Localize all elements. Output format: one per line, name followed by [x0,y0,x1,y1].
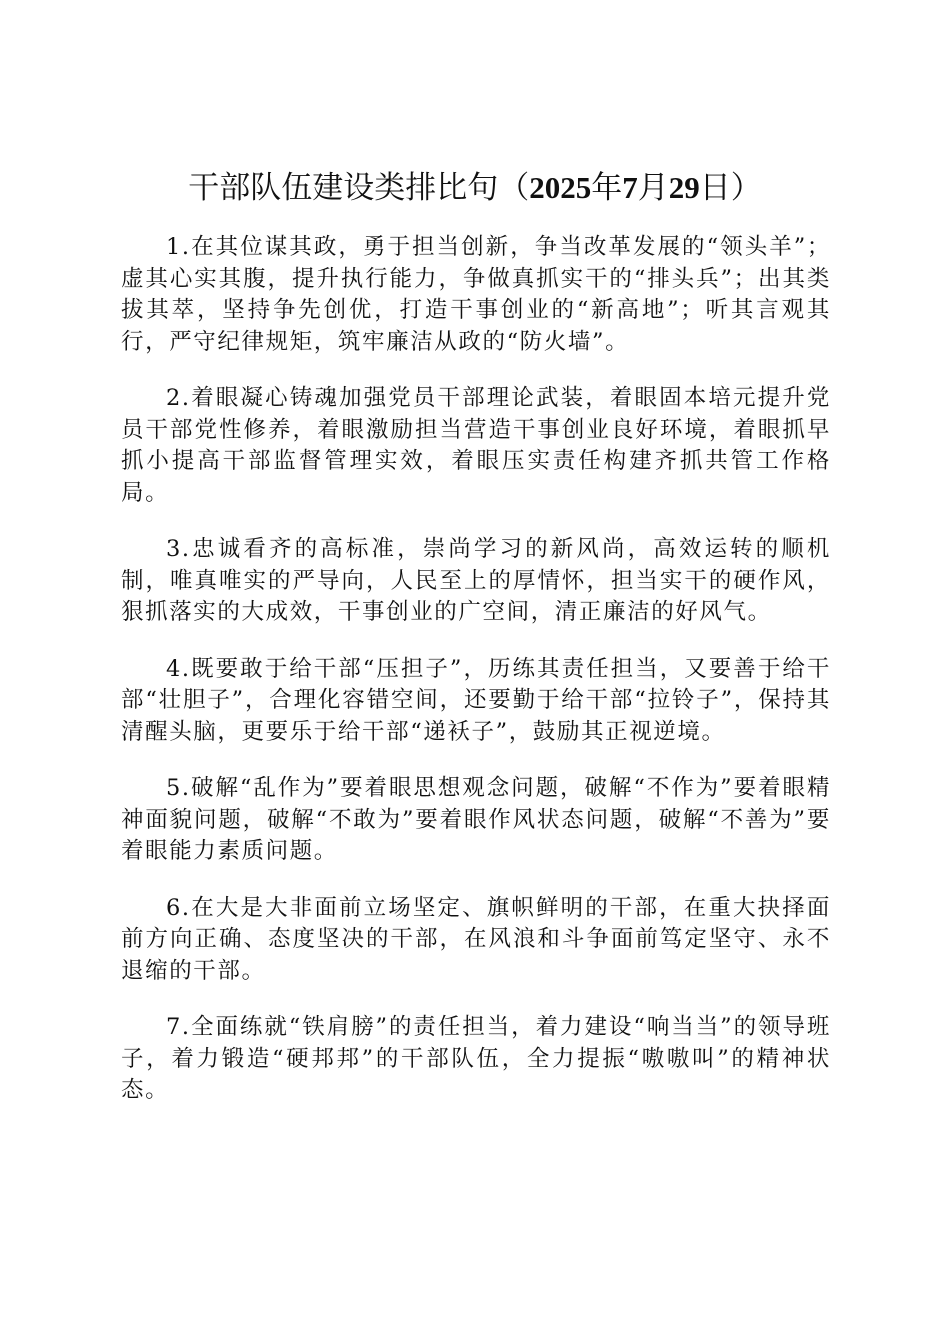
document-body [121,232,831,1132]
paragraph-1: 1.在其位谋其政，勇于担当创新，争当改革发展的“领头羊”；虚其心实其腹，提升执行能力，争做真抓实干的“排头兵”；出其类拔其萃，坚持争先创优，打造干事创业的“新高地”；听其言观其行，严守纪律规矩，筑牢廉洁从政的“防火墙”。 [121,234,831,355]
title-year: 2025 [529,170,592,205]
title-month-unit: 月 [637,170,669,206]
title-text: 干部队伍建设类排比句（ [188,170,530,206]
paragraph-5: 5.破解“乱作为”要着眼思想观念问题，破解“不作为”要着眼精神面貌问题，破解“不敢为”要着眼作风状态问题，破解“不善为”要着眼能力素质问题。 [121,775,831,864]
paragraph-6: 6.在大是大非面前立场坚定、旗帜鲜明的干部，在重大抉择面前方向正确、态度坚决的干部，在风浪和斗争面前笃定坚守、永不退缩的干部。 [121,894,831,984]
title-month: 7 [622,170,638,205]
paragraph-3: 3.忠诚看齐的高标准，崇尚学习的新风尚，高效运转的顺机制，唯真唯实的严导向，人民至上的厚情怀，担当实干的硬作风，狠抓落实的大成效，干事创业的广空间，清正廉洁的好风气。 [121,536,831,625]
paragraph-4: 4.既要敢于给干部“压担子”，历练其责任担当，又要善于给干部“壮胆子”，合理化容错空间，还要勤于给干部“拉铃子”，保持其清醒头脑，更要乐于给干部“递袄子”，鼓励其正视逆境。 [121,655,831,745]
title-day: 29 [668,170,700,205]
title-year-unit: 年 [591,170,623,206]
paragraph-2: 2.着眼凝心铸魂加强党员干部理论武装，着眼固本培元提升党员干部党性修养，着眼激励担当营造干事创业良好环境，着眼抓早抓小提高干部监督管理实效，着眼压实责任构建齐抓共管工作格局。 [121,385,831,506]
title-day-unit: 日） [699,170,762,206]
paragraph-7: 7.全面练就“铁肩膀”的责任担当，着力建设“响当当”的领导班子，着力锻造“硬邦邦”的干部队伍，全力提振“嗷嗷叫”的精神状态。 [121,1014,831,1103]
document-title [0,166,950,210]
